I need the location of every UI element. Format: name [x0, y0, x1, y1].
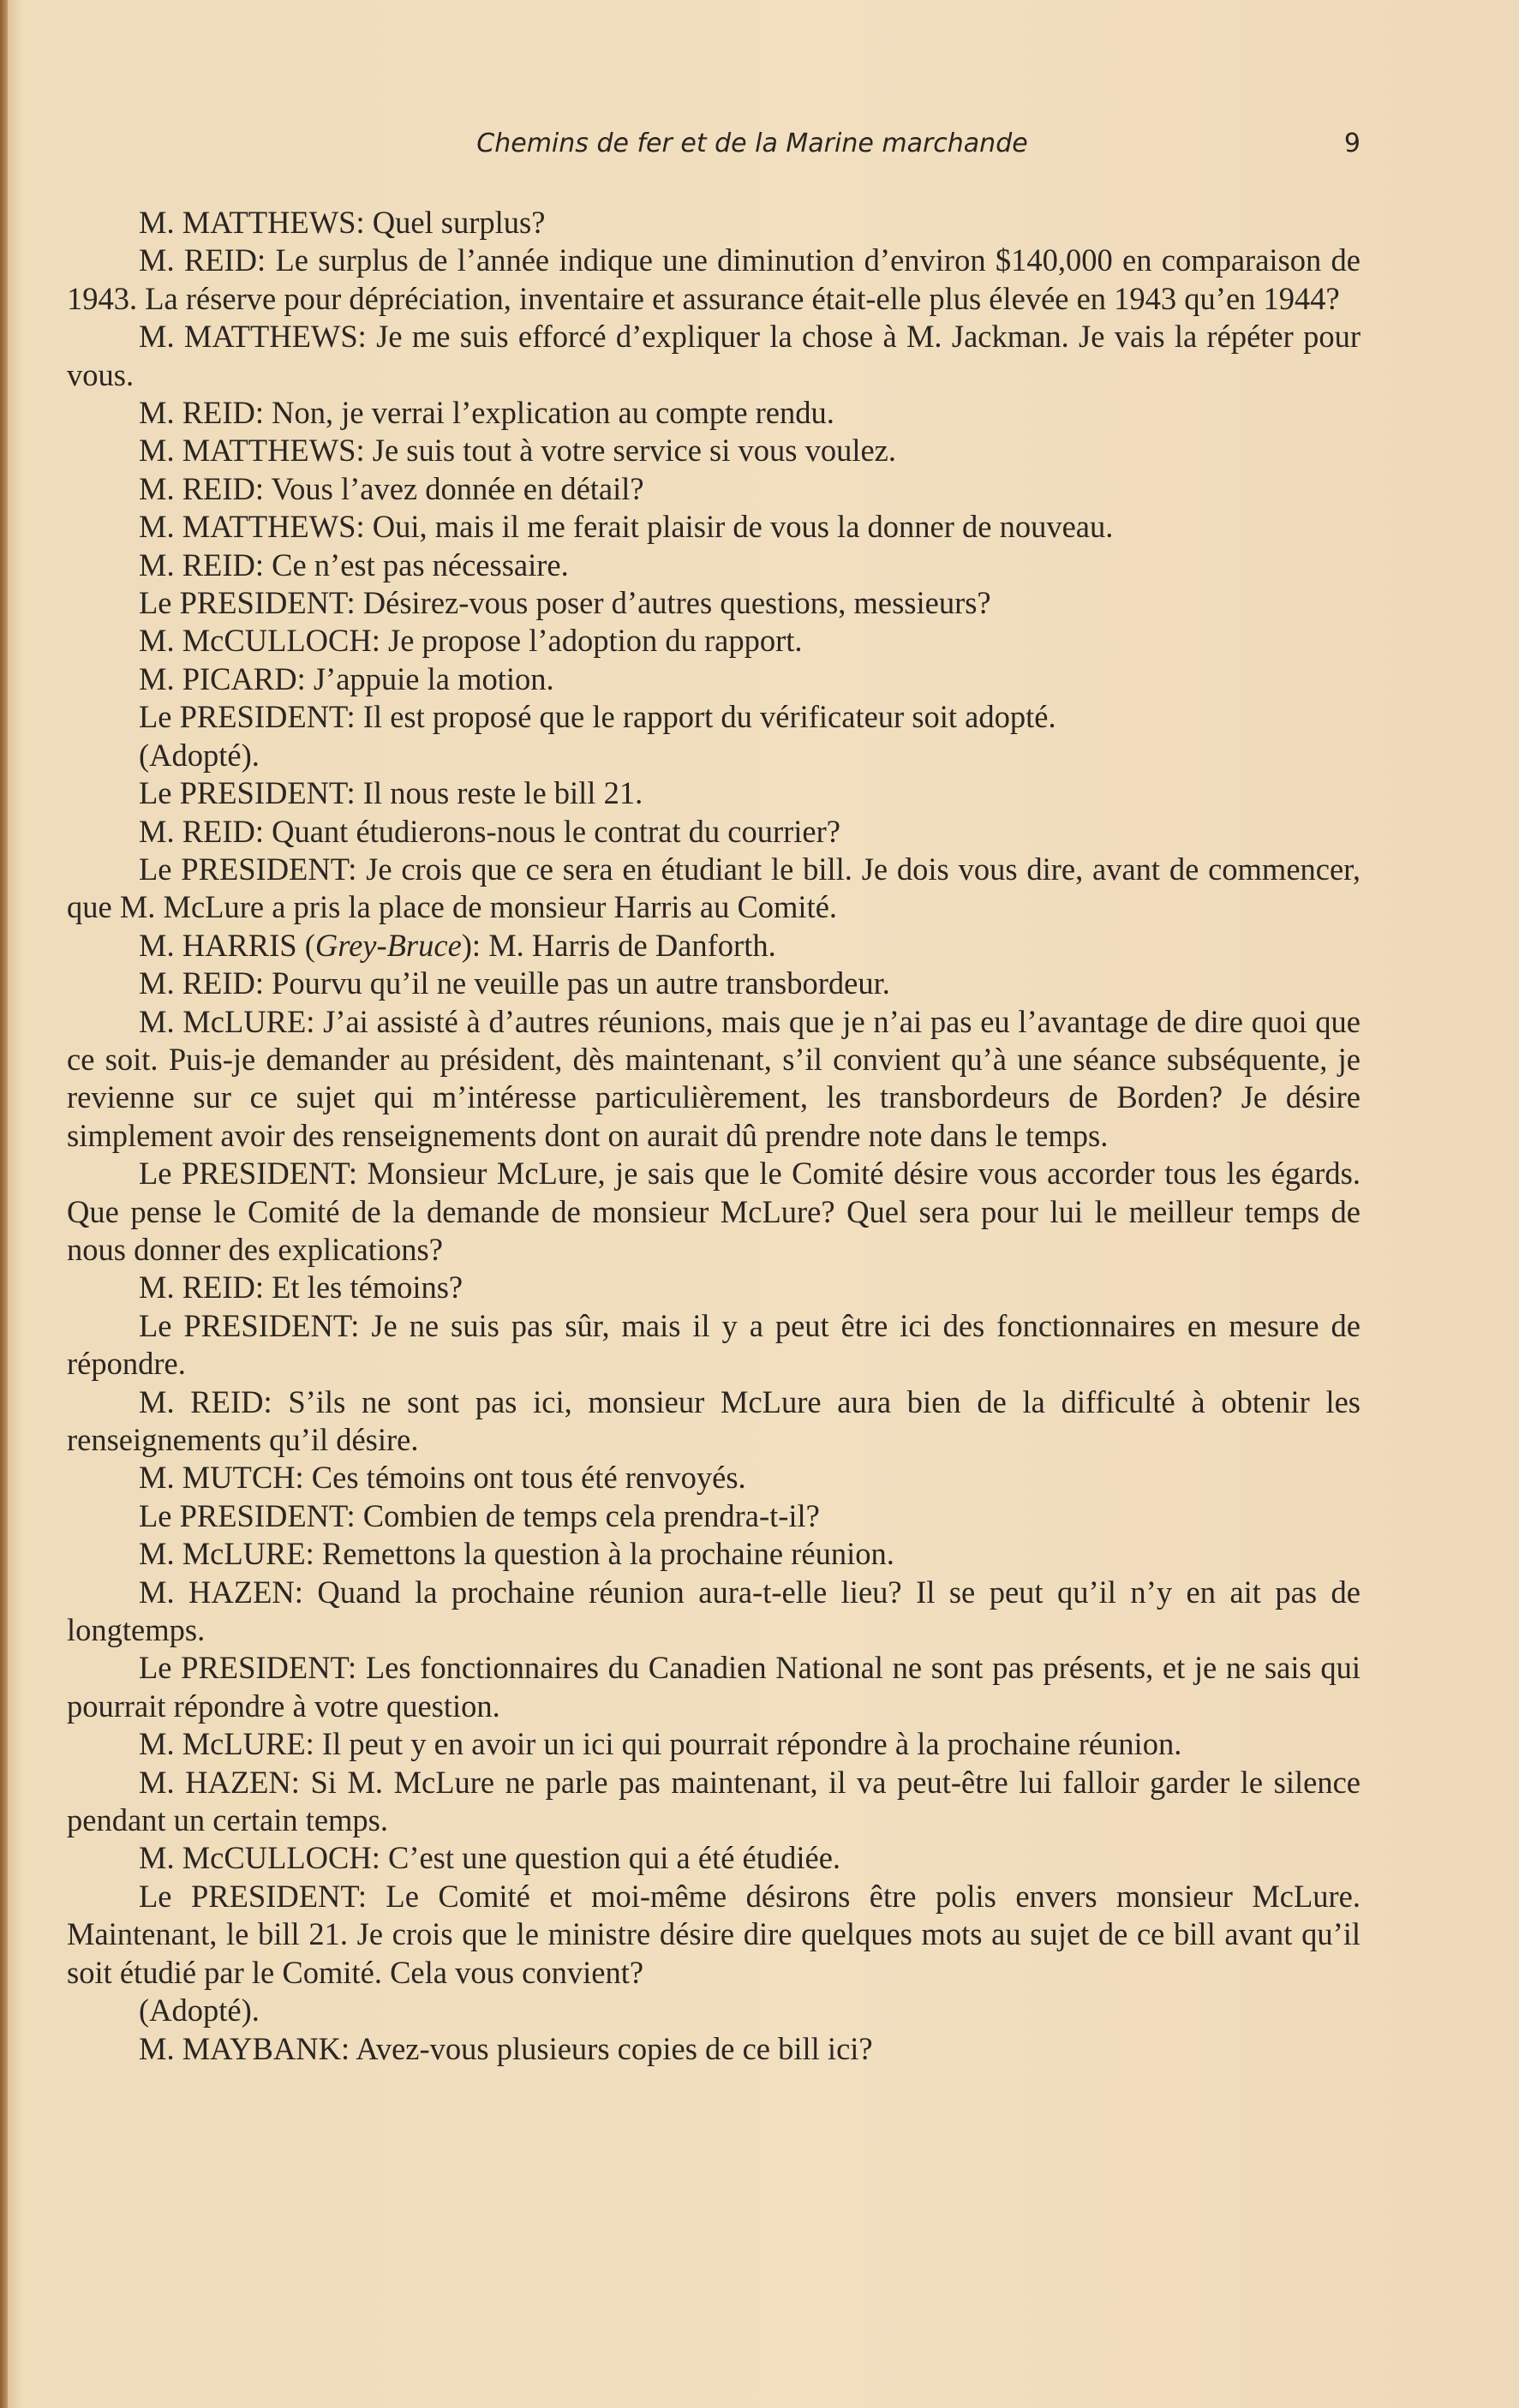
paragraph [67, 1269, 1361, 1306]
speaker: M. MATTHEWS [139, 319, 358, 355]
paragraph [67, 470, 1361, 508]
speaker: M. MAYBANK [139, 2030, 341, 2066]
speech: : Les fonctionnaires du Canadien National ne sont pas présents, et je ne sais qui pourrait répondre à votre question. [67, 1650, 1361, 1724]
paragraph [67, 1725, 1361, 1763]
speaker: Le PRESIDENT [139, 1497, 347, 1533]
speaker: M. McCULLOCH [139, 623, 372, 659]
speech: : Quand la prochaine réunion aura-t-elle lieu? Il se peut qu’il n’y en ait pas de longtemps. [67, 1574, 1361, 1648]
paragraph [67, 1155, 1361, 1269]
speech: : Et les témoins? [254, 1270, 463, 1306]
speaker: M. REID [139, 1270, 255, 1306]
speaker: M. McLURE [139, 1536, 306, 1572]
speech: : Le Comité et moi-même désirons être polis envers monsieur McLure. Maintenant, le bill 21. Je crois que le ministre désire dire quelques mots au sujet de ce bill avant qu’il soit étudié par le Comité. Cela vous convient? [67, 1878, 1361, 1990]
speech: : Remettons la question à la prochaine réunion. [305, 1536, 894, 1572]
speech: : Je crois que ce sera en étudiant le bill. Je dois vous dire, avant de commencer, que M. McLure a pris la place de monsieur Harris au Comité. [67, 851, 1361, 925]
speaker: M. MATTHEWS [139, 433, 356, 469]
speaker: M. McCULLOCH [139, 1840, 372, 1876]
speaker: M. McLURE [139, 1726, 306, 1762]
speaker: M. HAZEN [139, 1574, 295, 1610]
speech: : Vous l’avez donnée en détail? [254, 470, 644, 506]
paragraph [67, 318, 1361, 394]
speaker: M. REID [139, 965, 255, 1001]
speech: : Monsieur McLure, je sais que le Comité désire vous accorder tous les égards. Que pense le Comité de la demande de monsieur McLure? Quel sera pour lui le meilleur temps de nous donner des explications? [67, 1156, 1361, 1267]
riding-name: Grey-Bruce [314, 927, 462, 963]
speech: : Ces témoins ont tous été renvoyés. [295, 1460, 746, 1496]
speech: : S’ils ne sont pas ici, monsieur McLure aura bien de la difficulté à obtenir les renseignements qu’il désire. [67, 1383, 1361, 1457]
speaker: Le PRESIDENT [139, 1307, 351, 1343]
speech: (Adopté). [139, 737, 260, 773]
paragraph [67, 774, 1361, 812]
speech: : Quant étudierons-nous le contrat du courrier? [254, 813, 840, 849]
speaker: Le PRESIDENT [139, 585, 347, 621]
paragraph [67, 851, 1361, 927]
speech: : Oui, mais il me ferait plaisir de vous la donner de nouveau. [356, 509, 1114, 545]
speaker: Le PRESIDENT [139, 1878, 358, 1914]
speech: : Je propose l’adoption du rapport. [371, 623, 803, 659]
speech: : Il peut y en avoir un ici qui pourrait répondre à la prochaine réunion. [305, 1726, 1182, 1762]
speech: : Avez-vous plusieurs copies de ce bill ici? [340, 2030, 873, 2066]
speaker: M. HAZEN [139, 1764, 291, 1800]
speaker: M. MUTCH [139, 1460, 296, 1496]
paragraph [67, 1649, 1361, 1725]
paragraph [67, 2030, 1361, 2068]
speaker: M. MATTHEWS [139, 509, 356, 545]
speech: ): M. Harris de Danforth. [461, 927, 776, 963]
speech: : Je suis tout à votre service si vous voulez. [356, 433, 896, 469]
speaker: M. REID [139, 547, 255, 583]
speaker: Le PRESIDENT [139, 775, 347, 811]
speaker: M. REID [139, 813, 255, 849]
speech: : Ce n’est pas nécessaire. [254, 547, 569, 583]
paragraph [67, 1003, 1361, 1156]
paragraph [67, 1839, 1361, 1877]
speech: : J’ai assisté à d’autres réunions, mais que je n’ai pas eu l’avantage de dire quoi que ce soit. Puis-je demander au président, dès maintenant, s’il convient qu’à une séance subséquente, je revienne sur ce sujet qui m’intéresse particulièrement, les transbordeurs de Borden? Je désire simplement avoir des renseignements dont on aurait dû prendre note dans le temps. [67, 1003, 1361, 1153]
page-header [67, 128, 1361, 171]
speech: : Non, je verrai l’explication au compte rendu. [254, 395, 834, 431]
speech: : C’est une question qui a été étudiée. [371, 1840, 841, 1876]
paragraph [67, 432, 1361, 469]
paragraph [67, 1497, 1361, 1535]
paragraph [67, 660, 1361, 698]
paragraph [67, 1574, 1361, 1650]
speech: : Quel surplus? [356, 205, 546, 240]
speaker: Le PRESIDENT [139, 851, 349, 887]
paragraph [67, 965, 1361, 1002]
speech: : Pourvu qu’il ne veuille pas un autre transbordeur. [254, 965, 890, 1001]
paragraph [67, 927, 1361, 965]
paragraph [67, 1459, 1361, 1497]
motion-result [67, 1992, 1361, 2029]
speech: : J’appuie la motion. [296, 660, 554, 696]
paragraph [67, 1878, 1361, 1992]
speech: : Si M. McLure ne parle pas maintenant, il va peut-être lui falloir garder le silence pendant un certain temps. [67, 1764, 1361, 1838]
paragraph [67, 1383, 1361, 1460]
speaker: Le PRESIDENT [139, 699, 347, 735]
speaker: M. REID [139, 242, 258, 278]
paragraph [67, 508, 1361, 546]
paragraph [67, 1307, 1361, 1383]
paragraph [67, 1535, 1361, 1573]
transcript-body [67, 204, 1361, 2068]
paragraph [67, 394, 1361, 432]
paragraph [67, 622, 1361, 660]
paragraph [67, 204, 1361, 242]
paragraph [67, 584, 1361, 622]
speaker: M. REID [139, 395, 255, 431]
speaker: M. HARRIS ( [139, 927, 315, 963]
speech: : Désirez-vous poser d’autres questions, messieurs? [346, 585, 991, 621]
speaker: Le PRESIDENT [139, 1650, 349, 1686]
page-number: 9 [1343, 128, 1361, 158]
paragraph [67, 698, 1361, 736]
speaker: Le PRESIDENT [139, 1156, 349, 1192]
running-title: Chemins de fer et de la Marine marchande [476, 128, 1028, 158]
speech: : Je me suis efforcé d’expliquer la chose à M. Jackman. Je vais la répéter pour vous. [67, 319, 1361, 392]
speaker: M. PICARD [139, 660, 297, 696]
page-spine-edge [0, 0, 8, 2408]
speech: : Le surplus de l’année indique une diminution d’environ $140,000 en comparaison de 1943. La réserve pour dépréciation, inventaire et assurance était-elle plus élevée en 1943 qu’en 1944? [67, 242, 1361, 316]
speaker: M. REID [139, 1383, 264, 1419]
paragraph [67, 1764, 1361, 1840]
paragraph [67, 547, 1361, 584]
speaker: M. REID [139, 470, 255, 506]
speaker: M. McLURE [139, 1003, 307, 1039]
speech: : Il est proposé que le rapport du vérificateur soit adopté. [346, 699, 1056, 735]
paragraph [67, 813, 1361, 851]
speech: : Combien de temps cela prendra-t-il? [346, 1497, 820, 1533]
paragraph [67, 242, 1361, 318]
motion-result [67, 737, 1361, 774]
speaker: M. MATTHEWS [139, 205, 356, 240]
speech: : Je ne suis pas sûr, mais il y a peut être ici des fonctionnaires en mesure de répondre. [67, 1307, 1361, 1382]
speech: : Il nous reste le bill 21. [346, 775, 643, 811]
speech: (Adopté). [139, 1993, 260, 2029]
